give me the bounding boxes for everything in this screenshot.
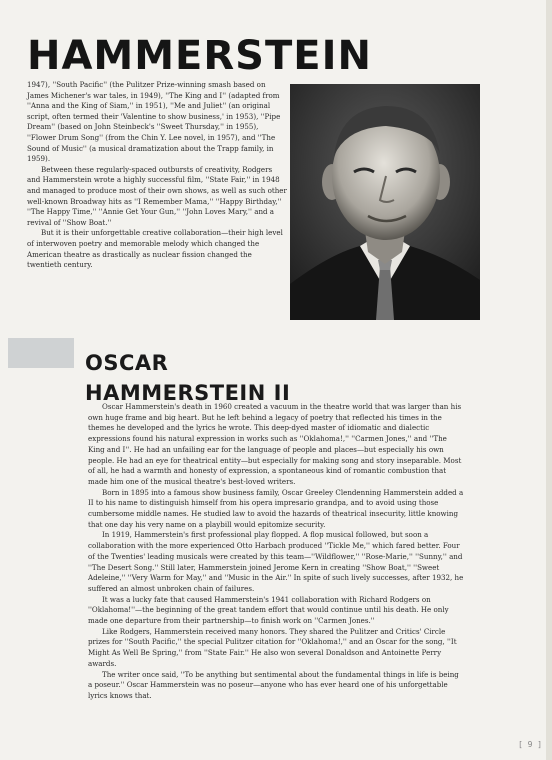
article-paragraph: It was a lucky fate that caused Hammerstein's 1941 collaboration with Richard Rodgers on ''Oklahoma!''—the beginning of the great tandem effort that would continue until his death. He only made one departure from their partnership—to finish work on ''Carmen Jones.'': [88, 594, 449, 626]
article-paragraph: Born in 1895 into a famous show business family, Oscar Greeley Clendenning Hammerstein added a II to his name to distinguish himself from his opera impresario grandpa, and to avoid using those cumbersome middle names. He studied law to avoid the hazards of theatrical insecurity, little knowing that one day his very name on a playbill would epitomize security.: [88, 487, 464, 529]
article-paragraph: The writer once said, ''To be anything but sentimental about the fundamental things in life is being a poseur.'' Oscar Hammerstein was no poseur—anyone who has ever heard one of his unforgettable lyrics knows that.: [88, 669, 459, 700]
portrait-illustration: [290, 84, 480, 320]
top-paragraph: But it is their unforgettable creative collaboration—their high level of interwoven poetry and memorable melody which changed the American theatre as drastically as nuclear fission changed the twentieth century.: [27, 228, 283, 270]
running-title: HAMMERSTEIN: [27, 33, 372, 79]
portrait-photo: [290, 84, 480, 320]
top-paragraph: Between these regularly-spaced outbursts of creativity, Rodgers and Hammerstein wrote a highly successful film, ''State Fair,'' in 1948 and managed to produce most of their own shows, as well as such other well-known Broadway hits as ''I Remember Mama,'' ''Happy Birthday,'' ''The Happy Time,'' ''Annie Get Your Gun,'' ''John Loves Mary,'' and a revival of ''Show Boat.'': [27, 164, 287, 227]
top-column-text: [27, 80, 287, 271]
article-paragraph: Like Rodgers, Hammerstein received many honors. They shared the Pulitzer and Critics' Circle prizes for ''South Pacific,'' the special Pulitzer citation for ''Oklahoma!,'' and an Oscar for the song, ''It Might As Well Be Spring,'' from ''State Fair.'' He also won several Donaldson and Antoinette Perry awards.: [88, 626, 457, 668]
section-heading: OSCAR HAMMERSTEIN II: [85, 351, 291, 405]
article-paragraph: Oscar Hammerstein's death in 1960 created a vacuum in the theatre world that was larger than his own huge frame and big heart. But he left behind a legacy of poetry that reflected his times in the themes he developed and the lyrics he wrote. This deep-dyed master of idiomatic and dialectic expressions found his natural expression in works such as ''Oklahoma!,'' ''Carmen Jones,'' and ''The King and I''. He had an unfailing ear for the language of people and places—but especially his own people. He had an eye for theatrical entity—but especially for making song and story inseparable. Most of all, he had a warmth and honesty of expression, a spontaneous kind of romantic combustion that made him one of the musical theatre's best-loved writers.: [88, 402, 462, 486]
article-paragraph: In 1919, Hammerstein's first professional play flopped. A flop musical followed, but soon a collaboration with the more experienced Otto Harbach produced ''Tickle Me,'' which fared better. Four of the Twenties' leading musicals were created by this team—''Wildflower,'' ''Rose-Marie,'' ''Sunny,'' and ''The Desert Song.'' Still later, Hammerstein joined Jerome Kern in creating ''Show Boat,'' ''Sweet Adeleine,'' ''Very Warm for May,'' and ''Music in the Air.'' In spite of such lively successes, after 1932, he suffered an almost unbroken chain of failures.: [88, 530, 464, 593]
section-marker-block: [8, 338, 74, 368]
top-paragraph: 1947), ''South Pacific'' (the Pulitzer Prize-winning smash based on James Michener's war tales, in 1949), ''The King and I'' (adapted from ''Anna and the King of Siam,'' in 1951), ''Me and Juliet'' (an original script, often termed their 'Valentine to show business,' in 1953), ''Pipe Dream'' (based on John Steinbeck's ''Sweet Thursday,'' in 1955), ''Flower Drum Song'' (from the Chin Y. Lee novel, in 1957), and ''The Sound of Music'' (a musical dramatization about the Trapp family, in 1959).: [27, 80, 281, 164]
page-number: [ 9 ]: [518, 740, 543, 749]
article-body: [88, 402, 464, 702]
page-edge: [546, 0, 552, 760]
